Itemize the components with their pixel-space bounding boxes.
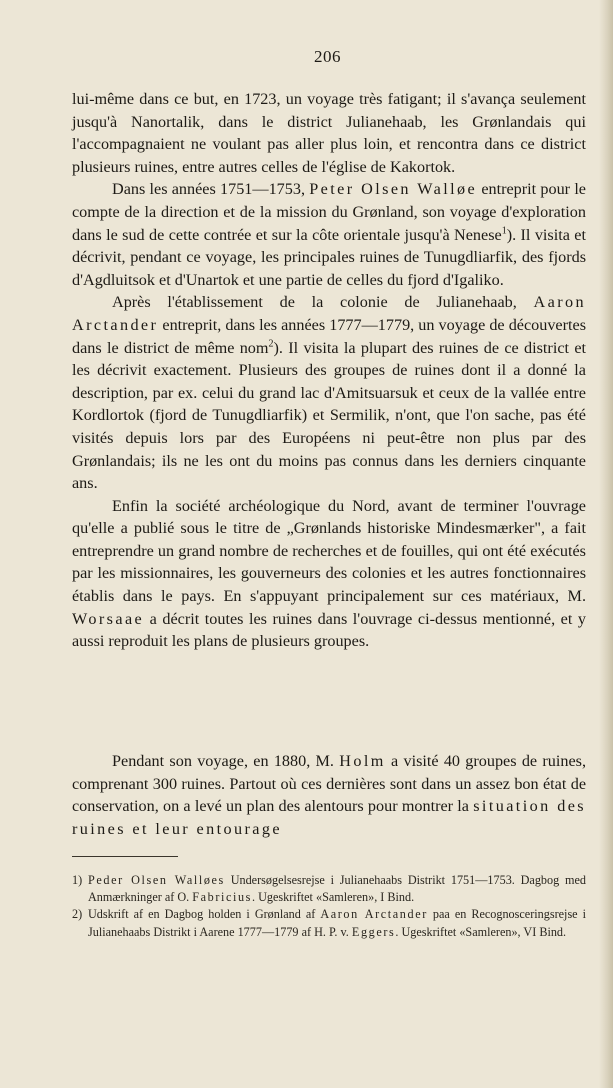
text-run: a décrit toutes les ruines dans l'ouvrage ci-dessus mentionné, et y aussi reproduit les plans de plusieurs groupes.: [72, 609, 586, 651]
text-run: Undersøgelsesrejse i Julianehaabs Distrikt 1751—1753. Dagbog med Anmærkninger af O.: [88, 873, 586, 905]
spaced-name: Peder Olsen Walløes: [88, 873, 225, 887]
text-run: a visité 40 groupes de ruines, comprenant 300 ruines. Partout où ces dernières sont dans un assez bon état de conservation, on a levé un plan des alentours pour montrer la: [72, 752, 586, 816]
footnote-ref: 1: [501, 225, 507, 237]
paragraph-walloe: [72, 178, 586, 291]
spaced-name: Fabricius: [192, 890, 253, 905]
spaced-name: Worsaae: [72, 609, 145, 628]
text-block-main: [72, 88, 586, 653]
paragraph-continued: [72, 88, 586, 178]
spaced-name: situation des ruines et leur entourage: [72, 797, 586, 838]
spaced-name: Aaron Arctander: [72, 293, 586, 334]
text-run: ). Il visita la plupart des ruines de ce district et les décrivit exactement. Plusieurs des groupes de ruines dont il a donné la description, par ex. celui du grand lac d'Amitsuarsuk et ceux de la vallée entre Kordlortok (fjord de Tunugdliarfik) et Sermilik, n'ont, que l'on sache, pas été visités depuis lors par des Européens ni peut-être non plus par des Grønlandais; ils ne les ont du moins pas connus dans les derniers cinquante ans.: [72, 338, 587, 493]
paragraph-society: [72, 495, 586, 653]
footnotes: [72, 872, 586, 941]
text-run: Pendant son voyage, en 1880, M.: [112, 752, 340, 770]
footnote-1: [72, 872, 586, 906]
text-run: entreprit, dans les années 1777—1779, un voyage de découvertes dans le district de même nom: [72, 315, 586, 357]
text-run: Udskrift af en Dagbog holden i Grønland af: [88, 907, 321, 922]
footnote-mark: 1): [72, 873, 83, 887]
text-run: ). Il visita et décrivit, pendant ce voyage, les principales ruines de Tunugdliarfik, des fjords d'Agdluitsok et d'Unartok et une partie de celles du fjord d'Igaliko.: [72, 225, 586, 289]
text-run: . Ugeskriftet «Samleren», I Bind.: [252, 890, 415, 905]
text-run: Après l'établissement de la colonie de Julianehaab,: [112, 293, 534, 312]
footnote-mark: 2): [72, 907, 83, 922]
page-edge-shadow: [599, 0, 613, 1088]
text-run: . Ugeskriftet «Samleren», VI Bind.: [395, 924, 567, 939]
text-run: Dans les années 1751—1753,: [112, 180, 310, 199]
text-run: lui-même dans ce but, en 1723, un voyage très fatigant; il s'avança seulement jusqu'à Nanortalik, dans le district Julianehaab, les Grønlandais qui l'accompagnaient ne voulant pas aller plus loin, et rencontra dans ce district plusieurs ruines, entre autres celles de l'église de Kakortok.: [72, 90, 586, 176]
paragraph-arctander: [72, 291, 586, 494]
text-run: entreprit pour le compte de la direction et de la mission du Grønland, son voyage d'exploration dans le sud de cette contrée et sur la côte orientale jusqu'à Nenese: [72, 180, 586, 244]
page-number: 206: [314, 47, 341, 66]
footnote-rule: [72, 856, 178, 857]
spaced-name: Holm: [339, 752, 386, 770]
spaced-name: Aaron Arctander: [320, 907, 428, 922]
text-run: paa en Recognosceringsrejse i Julianehaabs Distrikt i Aarene 1777—1779 af H. P. v.: [88, 907, 586, 939]
text-run: Enfin la société archéologique du Nord, avant de terminer l'ouvrage qu'elle a publié sous le titre de „Grønlands historiske Mindesmærker", a fait entreprendre un grand nombre de recherches et de fouilles, qui ont été exécutés par les missionnaires, les gouverneurs des colonies et les autres fonctionnaires établis dans le pays. En s'appuyant principalement sur ces matériaux, M.: [72, 496, 586, 606]
text-block-holm: [72, 750, 586, 840]
footnote-2: [72, 906, 586, 940]
spaced-name: Eggers: [351, 924, 396, 939]
spaced-name: Peter Olsen Walløe: [309, 180, 478, 199]
paragraph-holm: [72, 750, 586, 840]
footnote-ref: 2: [268, 338, 274, 350]
